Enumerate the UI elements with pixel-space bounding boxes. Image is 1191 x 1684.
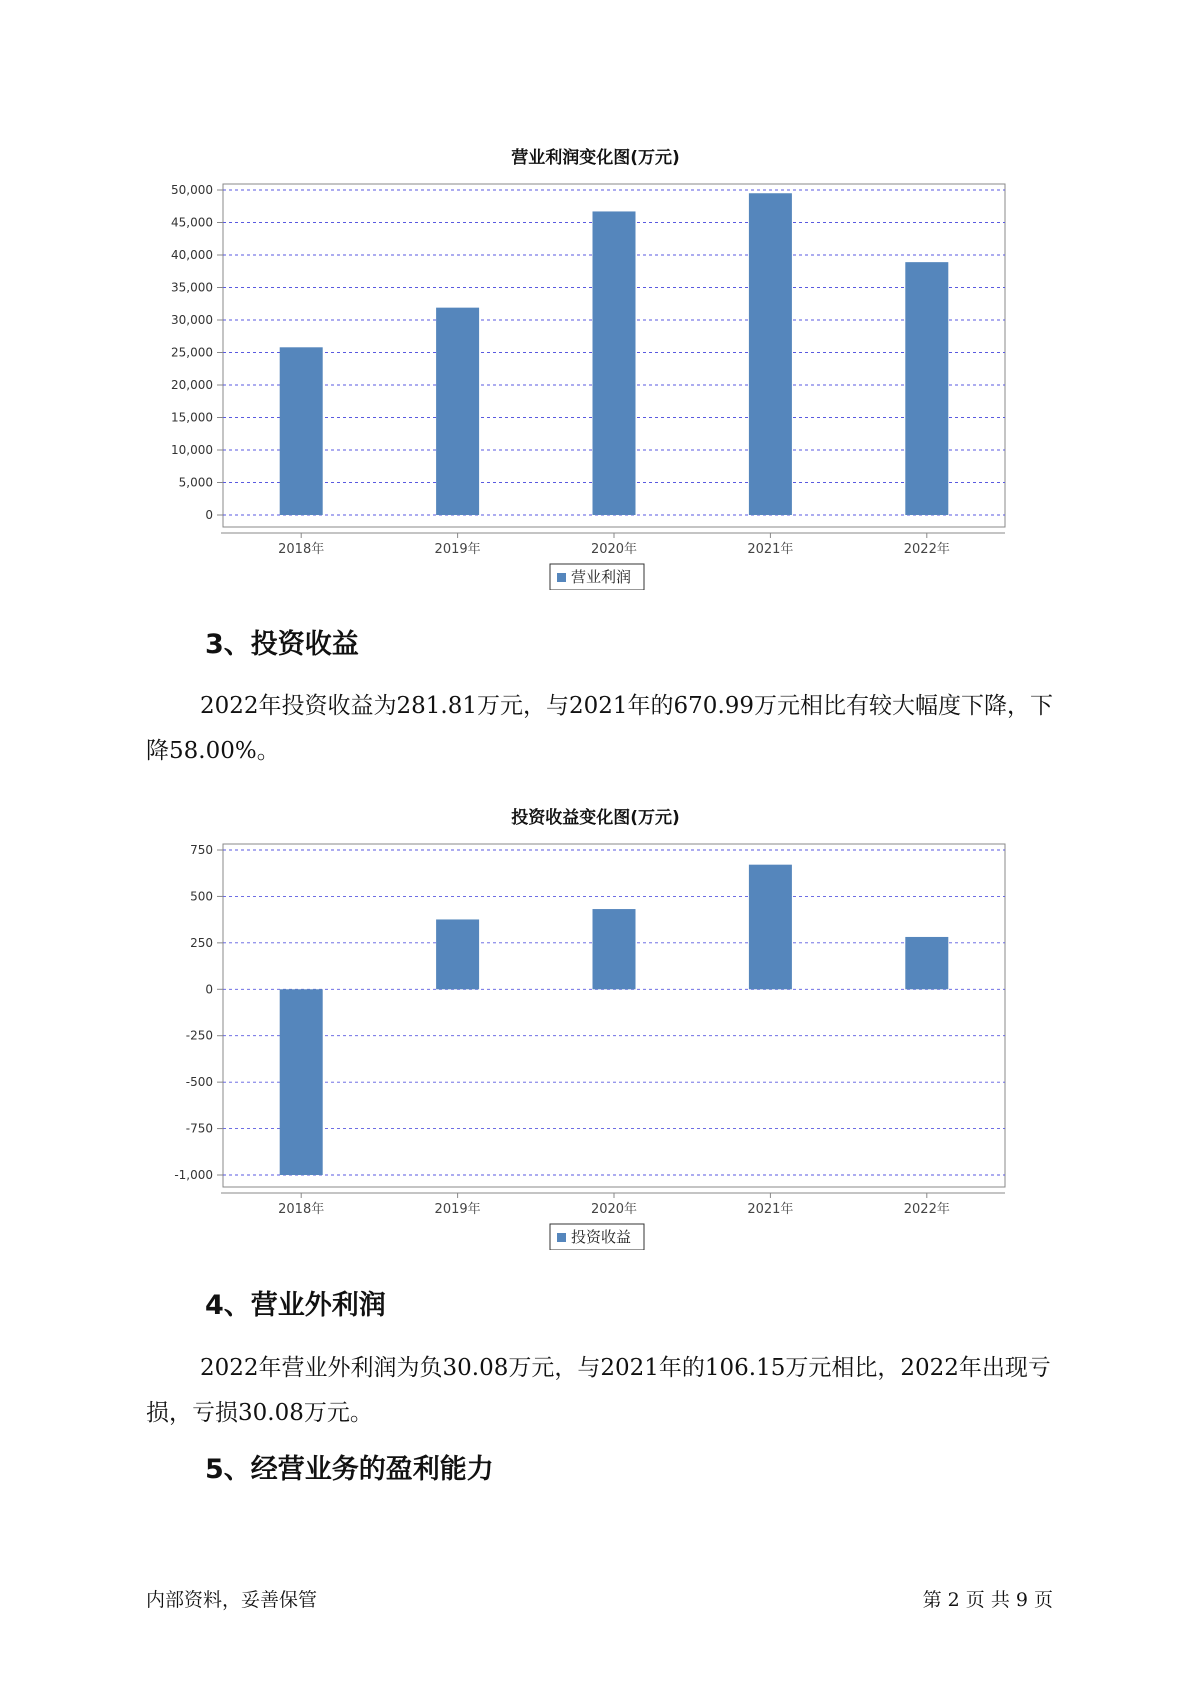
x-tick-label: 2019年 — [434, 542, 481, 557]
y-tick-label: 0 — [205, 508, 213, 522]
bar-2022年 — [905, 262, 948, 515]
investment-income-chart — [0, 830, 1191, 1250]
x-tick-label: 2020年 — [590, 542, 638, 557]
y-tick-label: 750 — [190, 843, 213, 857]
footer-page-number: 第 2 页 共 9 页 — [922, 1589, 1053, 1611]
legend-label: 营业利润 — [571, 568, 632, 586]
section-5-heading: 5、经营业务的盈利能力 — [205, 1454, 494, 1485]
legend-swatch — [557, 1233, 566, 1242]
section-3-heading: 3、投资收益 — [205, 629, 359, 660]
bar-2018年 — [280, 347, 323, 515]
section-4-heading: 4、营业外利润 — [205, 1290, 386, 1321]
y-tick-label: 0 — [205, 982, 213, 997]
y-tick-label: 45,000 — [171, 215, 213, 230]
y-tick-label: -500 — [185, 1075, 213, 1090]
y-tick-label: 30,000 — [171, 313, 213, 327]
footer-confidential: 内部资料，妥善保管 — [146, 1589, 318, 1611]
y-tick-label: 40,000 — [171, 248, 213, 262]
x-tick-label: 2022年 — [903, 1202, 950, 1217]
bar-2018年 — [280, 989, 323, 1175]
bar-2020年 — [593, 909, 636, 989]
section-3-paragraph: 2022年投资收益为281.81万元，与2021年的670.99万元相比有较大幅度下降，下降58.00%。 — [146, 693, 1054, 764]
bar-2019年 — [436, 919, 479, 989]
y-tick-label: 5,000 — [178, 475, 213, 490]
bar-2022年 — [905, 937, 948, 989]
x-tick-label: 2021年 — [747, 542, 794, 557]
y-tick-label: -750 — [185, 1121, 213, 1136]
chart1-title: 营业利润变化图(万元) — [511, 148, 680, 168]
y-tick-label: 20,000 — [171, 378, 213, 392]
x-tick-label: 2020年 — [590, 1202, 638, 1217]
y-tick-label: 35,000 — [171, 280, 213, 295]
x-tick-label: 2021年 — [747, 1202, 794, 1217]
bar-2021年 — [749, 865, 792, 990]
x-tick-label: 2018年 — [278, 542, 325, 557]
y-tick-label: 25,000 — [171, 345, 213, 360]
y-tick-label: 10,000 — [171, 443, 213, 457]
y-tick-label: 250 — [190, 935, 213, 950]
y-tick-label: 15,000 — [171, 410, 213, 425]
chart2-title: 投资收益变化图(万元) — [511, 808, 680, 828]
bar-2020年 — [593, 211, 636, 515]
bar-2019年 — [436, 308, 479, 515]
legend — [550, 564, 644, 590]
y-tick-label: 500 — [190, 889, 213, 904]
bar-2021年 — [749, 193, 792, 515]
y-tick-label: 50,000 — [171, 183, 213, 197]
operating-profit-chart — [0, 170, 1191, 590]
y-tick-label: -1,000 — [174, 1168, 213, 1182]
plot-frame — [223, 844, 1005, 1187]
y-tick-label: -250 — [185, 1028, 213, 1043]
legend — [550, 1224, 644, 1250]
x-tick-label: 2018年 — [278, 1202, 325, 1217]
x-tick-label: 2022年 — [903, 542, 950, 557]
legend-label: 投资收益 — [571, 1228, 632, 1246]
legend-swatch — [557, 573, 566, 582]
section-4-paragraph: 2022年营业外利润为负30.08万元，与2021年的106.15万元相比，2022年出现亏损，亏损30.08万元。 — [146, 1355, 1051, 1426]
x-tick-label: 2019年 — [434, 1202, 481, 1217]
